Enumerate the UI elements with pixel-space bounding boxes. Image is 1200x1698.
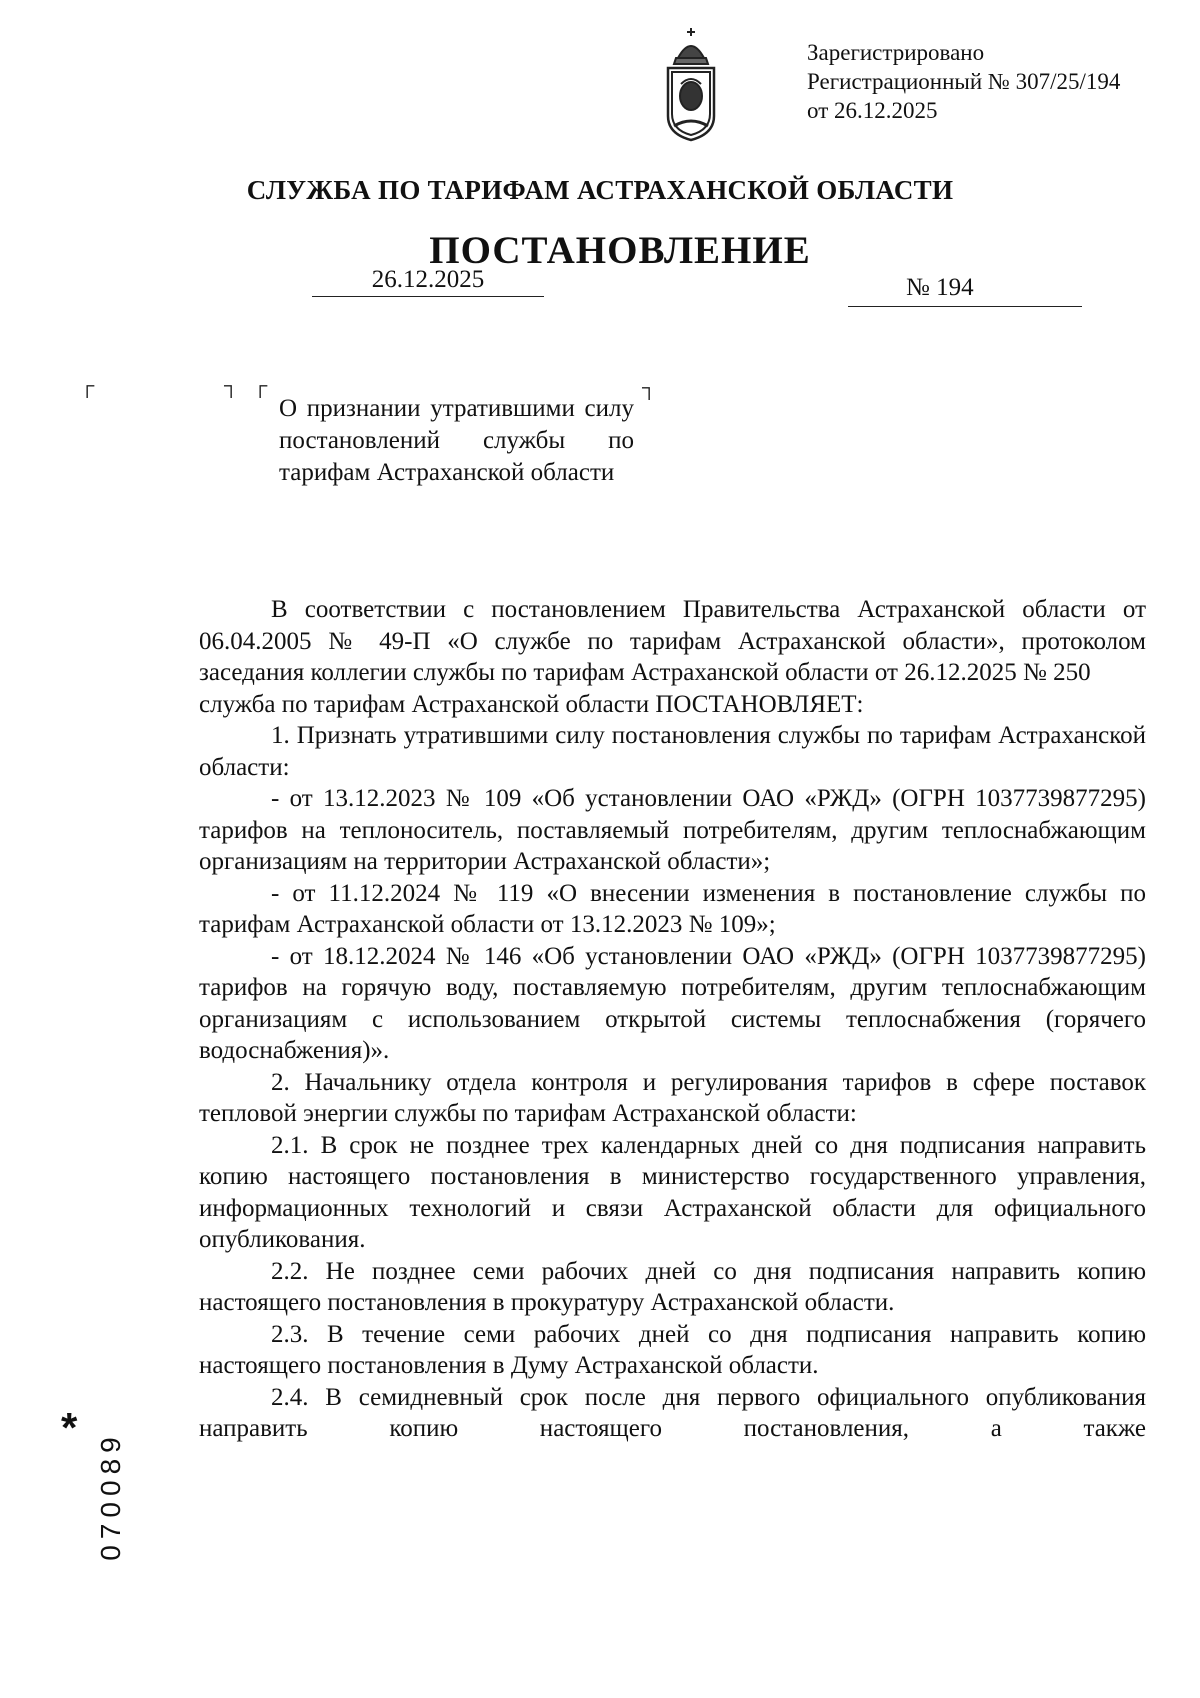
clause-2-4: 2.4. В семидневный срок после дня первого официального опубликования направить копию настоящего постановления, а также	[199, 1383, 1146, 1442]
clause-2-1: 2.1. В срок не позднее трех календарных дней со дня подписания направить копию настоящего постановления в министерство государственного управления, информационных технологий и связи Астраханской области для официального опубликования.	[199, 1131, 1146, 1253]
document-type: ПОСТАНОВЛЕНИЕ	[429, 229, 811, 272]
corner-mark-subject-right: ┐	[642, 377, 657, 399]
clause-1: 1. Признать утратившими силу постановления службы по тарифам Астраханской области:	[199, 722, 1146, 781]
resolves-paragraph: служба по тарифам Астраханской области ПОСТАНОВЛЯЕТ:	[199, 690, 864, 718]
margin-serial-number: 070089	[95, 1431, 126, 1561]
corner-mark-subject-left: ┌	[253, 375, 268, 397]
agency-name: СЛУЖБА ПО ТАРИФАМ АСТРАХАНСКОЙ ОБЛАСТИ	[246, 175, 954, 205]
registration-status: Зарегистрировано	[807, 40, 985, 65]
coat-of-arms-logo	[660, 24, 722, 144]
clause-2: 2. Начальнику отдела контроля и регулирования тарифов в сфере поставок тепловой энергии службы по тарифам Астраханской области:	[199, 1068, 1146, 1127]
registration-block	[807, 38, 1120, 125]
clause-2-2: 2.2. Не позднее семи рабочих дней со дня подписания направить копию настоящего постановления в прокуратуру Астраханской области.	[199, 1257, 1146, 1316]
clause-1-item-a: - от 13.12.2023 № 109 «Об установлении ОАО «РЖД» (ОГРН 1037739877295) тарифов на теплоноситель, поставляемый потребителям, другим теплоснабжающим организациям на территории Астраханской области»;	[199, 785, 1146, 875]
clause-1-item-c: - от 18.12.2024 № 146 «Об установлении ОАО «РЖД» (ОГРН 1037739877295) тарифов на горячую воду, поставляемую потребителям, другим теплоснабжающим организациям с использованием открытой системы теплоснабжения (горячего водоснабжения)».	[199, 942, 1146, 1064]
document-subject: О признании утратившими силу постановлений службы по тарифам Астраханской области	[279, 395, 634, 486]
corner-mark-top-left: ┌	[80, 375, 95, 397]
clause-1-item-b: - от 11.12.2024 № 119 «О внесении изменения в постановление службы по тарифам Астраханской области от 13.12.2023 № 109»;	[199, 879, 1146, 938]
clause-2-3: 2.3. В течение семи рабочих дней со дня подписания направить копию настоящего постановления в Думу Астраханской области.	[199, 1320, 1146, 1379]
document-body	[199, 594, 1146, 1445]
margin-asterisk: *	[61, 1404, 78, 1451]
registration-date: от 26.12.2025	[807, 98, 938, 123]
preamble-paragraph: В соответствии с постановлением Правительства Астраханской области от 06.04.2005 № 49-П «О службе по тарифам Астраханской области», протоколом заседания коллегии службы по тарифам Астраханской области от 26.12.2025 № 250	[199, 596, 1146, 686]
corner-mark-top-right: ┐	[224, 375, 239, 397]
registration-number: Регистрационный № 307/25/194	[807, 69, 1121, 94]
document-date: 26.12.2025	[312, 266, 544, 297]
document-number: № 194	[848, 274, 1082, 307]
